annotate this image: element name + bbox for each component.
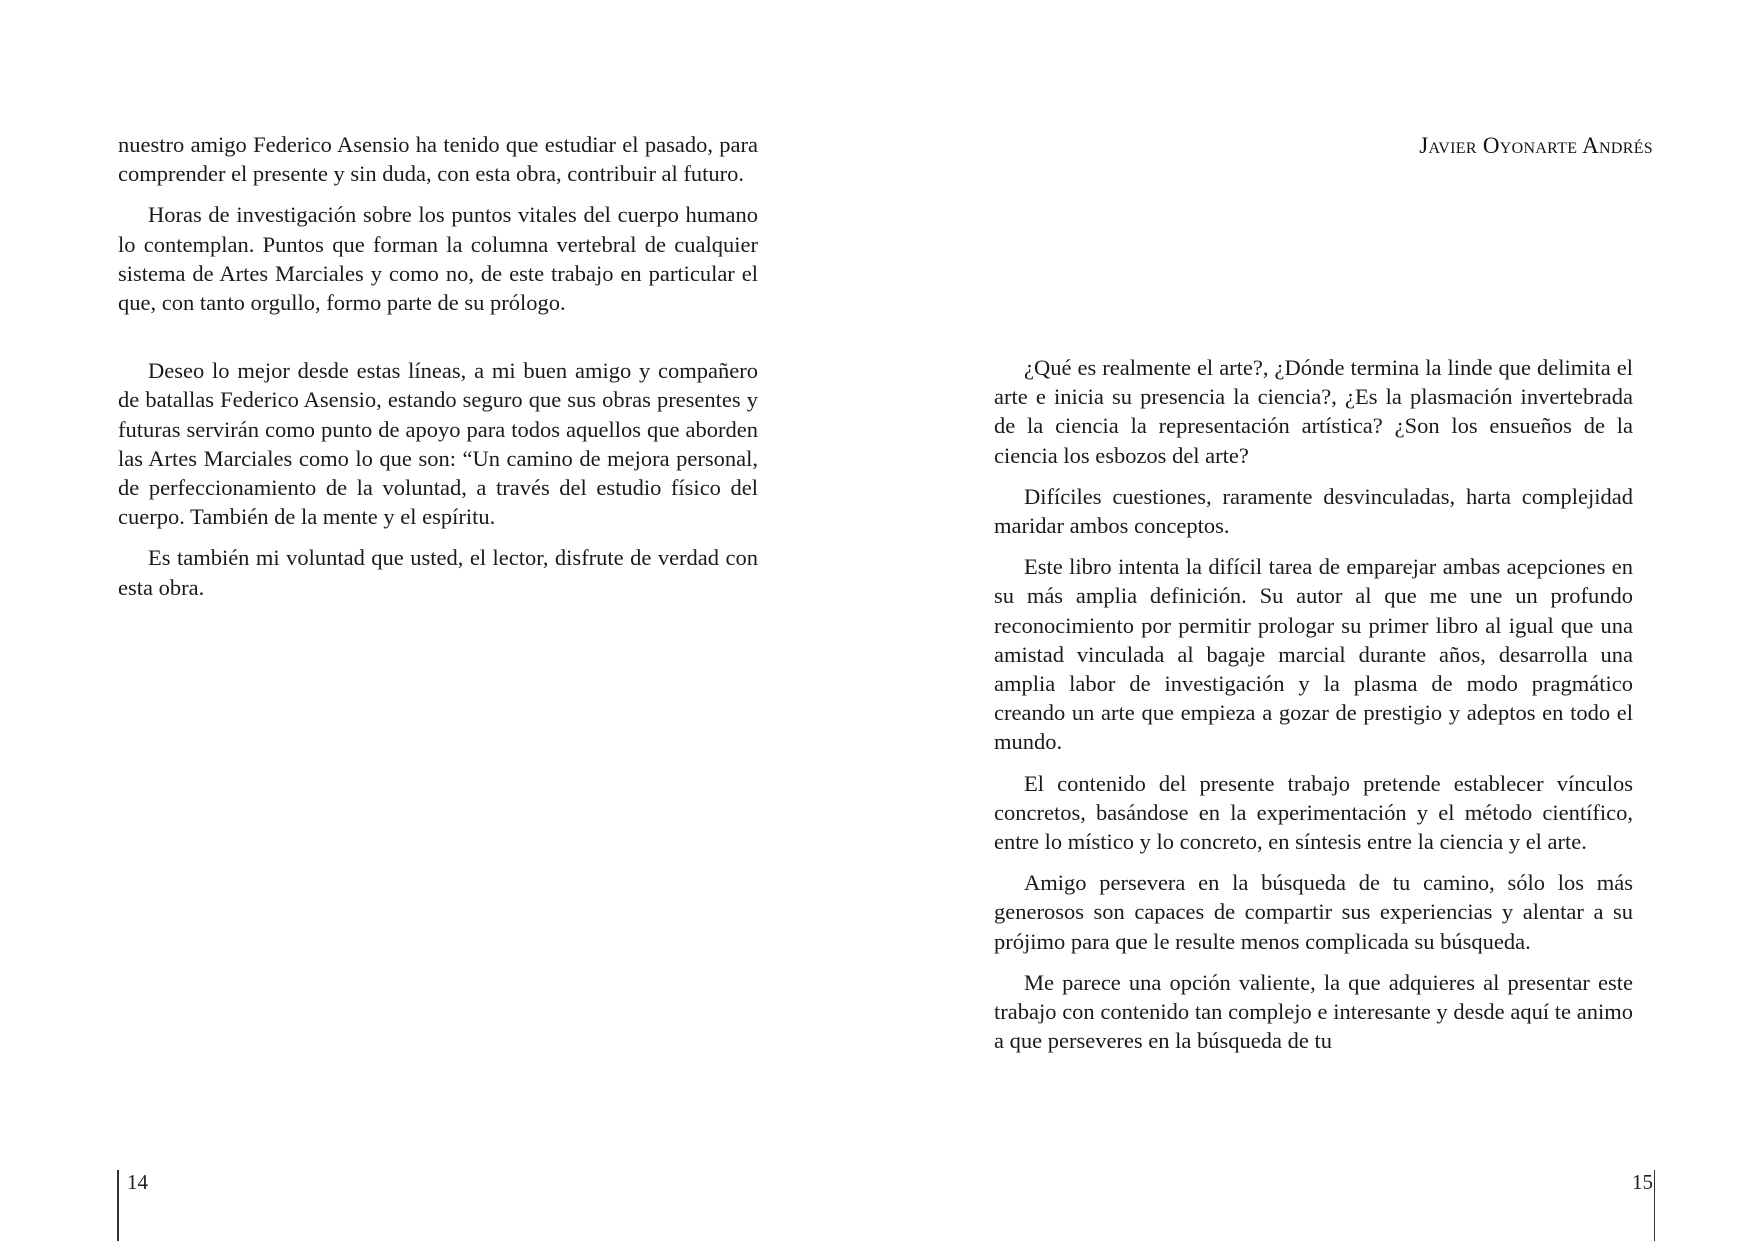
folio-rule: [117, 1170, 119, 1241]
paragraph: Es también mi voluntad que usted, el lector, disfrute de verdad con esta obra.: [118, 545, 758, 600]
page-number: 15: [1632, 1170, 1653, 1194]
page-number: 14: [127, 1170, 148, 1194]
paragraph: Difíciles cuestiones, raramente desvinculadas, harta complejidad maridar ambos conceptos.: [994, 483, 1633, 539]
paragraph: El contenido del presente trabajo pretende establecer vínculos concretos, basándose en la experimentación y el método científico, entre lo místico y lo concreto, en síntesis entre la ciencia y el arte.: [994, 770, 1633, 855]
paragraph: Este libro intenta la difícil tarea de emparejar ambas acepciones en su más amplia definición. Su autor al que me une un profundo reconocimiento por permitir prologar su primer libro al igual que una amistad vinculada al bagaje marcial durante años, desarrolla una amplia labor de investigación y la plasma de modo pragmático creando un arte que empieza a gozar de prestigio y adeptos en todo el mundo.: [994, 554, 1633, 755]
left-page-body: [118, 130, 758, 614]
paragraph: Horas de investigación sobre los puntos vitales del cuerpo humano lo contemplan. Puntos que forman la columna vertebral de cualquier sistema de Artes Marciales y como no, de este trabajo en particular el que, con tanto orgullo, formo parte de su prólogo.: [118, 202, 758, 316]
left-page: [0, 0, 874, 1241]
paragraph: ¿Qué es realmente el arte?, ¿Dónde termina la linde que delimita el arte e inicia su presencia la ciencia?, ¿Es la plasmación invertebrada de la ciencia la representación artística? ¿Son los ensueños de la ciencia los esbozos del arte?: [994, 355, 1633, 468]
running-header: Javier Oyonarte Andrés: [1419, 133, 1653, 158]
paragraph: Deseo lo mejor desde estas líneas, a mi buen amigo y compañero de batallas Federico Asensio, estando seguro que sus obras presentes y futuras servirán como punto de apoyo para todos aquellos que aborden las Artes Marciales como lo que son: “Un camino de mejora personal, de perfeccionamiento de la voluntad, a través del estudio físico del cuerpo. También de la mente y el espíritu.: [118, 358, 758, 530]
right-page-body: [994, 353, 1633, 1067]
paragraph: nuestro amigo Federico Asensio ha tenido que estudiar el pasado, para comprender el presente y sin duda, con esta obra, contribuir al futuro.: [118, 132, 758, 187]
paragraph: Me parece una opción valiente, la que adquieres al presentar este trabajo con contenido tan complejo e interesante y desde aquí te animo a que perseveres en la búsqueda de tu: [994, 969, 1633, 1054]
folio-rule: [1654, 1170, 1656, 1241]
paragraph: Amigo persevera en la búsqueda de tu camino, sólo los más generosos son capaces de compartir sus experiencias y alentar a su prójimo para que le resulte menos complicada su búsqueda.: [994, 870, 1633, 954]
right-page: [874, 0, 1749, 1241]
